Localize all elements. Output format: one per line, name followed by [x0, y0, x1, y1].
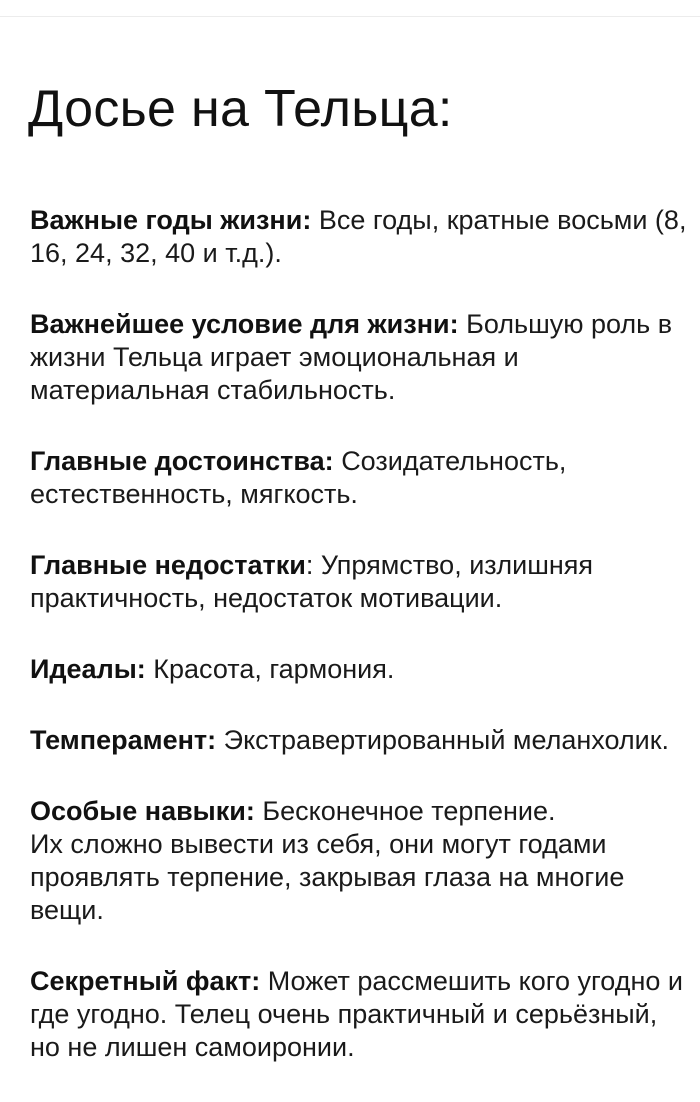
section-text: Красота, гармония. — [153, 654, 395, 684]
section-label: Особые навыки: — [30, 796, 255, 826]
section-text: Все годы, кратные восьми (8, 16, 24, 32, 40 и т.д.). — [30, 205, 687, 268]
section-label: Главные достоинства: — [30, 446, 334, 476]
section-ideals — [30, 653, 690, 686]
section-main-weaknesses — [30, 549, 690, 615]
section-text: Экстравертированный меланхолик. — [223, 725, 670, 755]
section-main-strengths — [30, 445, 690, 511]
section-temperament — [30, 724, 690, 757]
section-special-skills — [30, 795, 690, 927]
dossier-sections — [30, 204, 690, 1102]
section-text: Бесконечное терпение. — [262, 796, 556, 826]
section-text: Большую роль в жизни Тельца играет эмоциональная и материальная стабильность. — [30, 309, 673, 405]
section-label: Идеалы: — [30, 654, 146, 684]
section-secret-fact — [30, 965, 690, 1064]
section-text: Созидательность, естественность, мягкость. — [30, 446, 567, 509]
top-divider — [0, 16, 700, 17]
section-label: Важнейшее условие для жизни: — [30, 309, 459, 339]
section-text: : Упрямство, излишняя практичность, недостаток мотивации. — [30, 550, 594, 613]
section-text: Может рассмешить кого угодно и где угодно. Телец очень практичный и серьёзный, но не лишен самоиронии. — [30, 966, 683, 1062]
section-label: Секретный факт: — [30, 966, 261, 996]
page-title: Досье на Тельца: — [28, 80, 453, 138]
section-key-condition — [30, 308, 690, 407]
section-label: Темперамент: — [30, 725, 217, 755]
section-label: Главные недостатки — [30, 550, 306, 580]
section-label: Важные годы жизни: — [30, 205, 312, 235]
section-extra-text: Их сложно вывести из себя, они могут годами проявлять терпение, закрывая глаза на многие вещи. — [30, 829, 625, 925]
section-important-years — [30, 204, 690, 270]
